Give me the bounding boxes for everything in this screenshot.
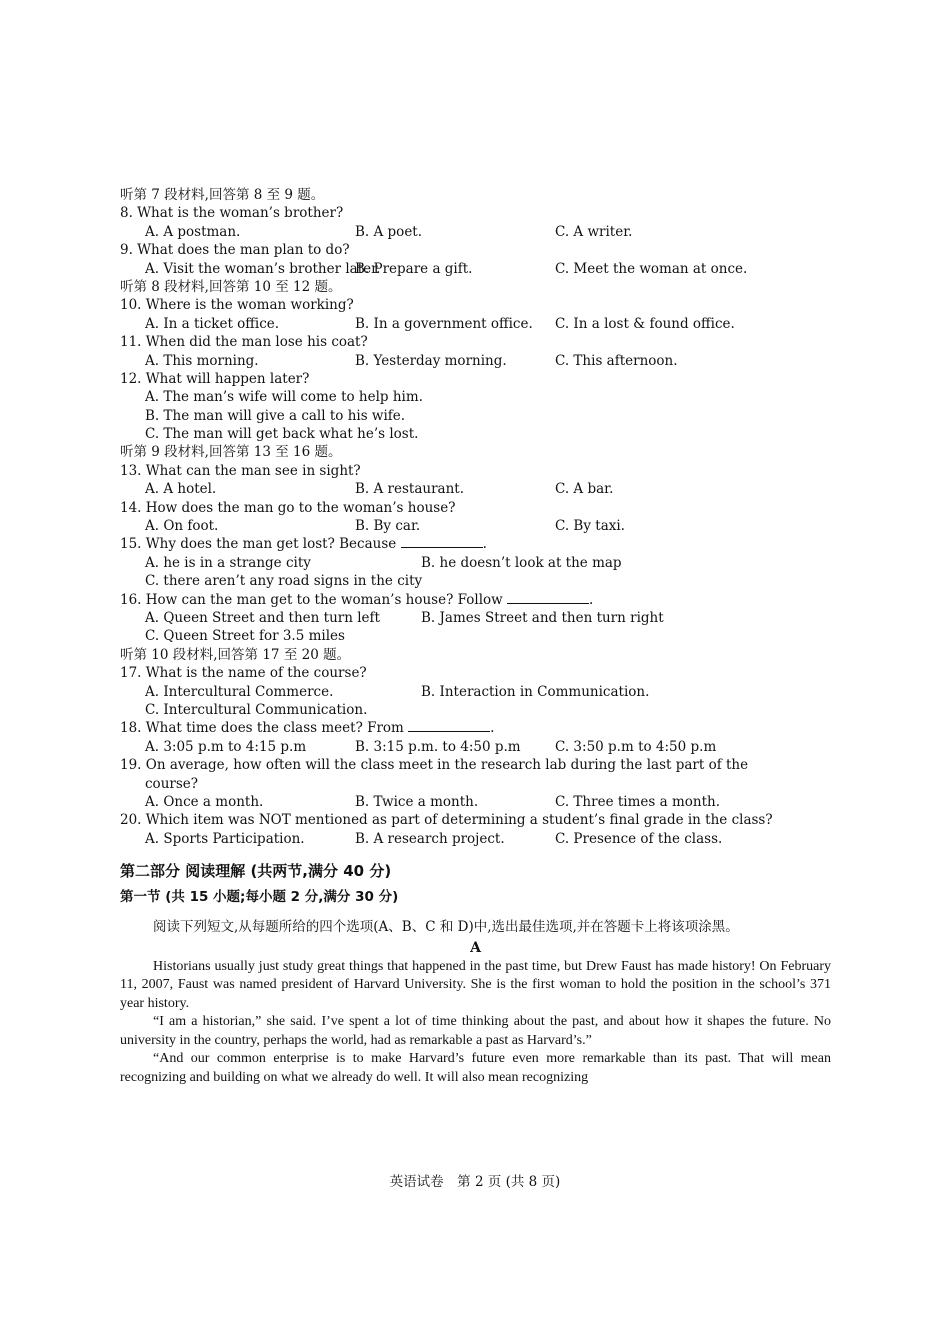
page-footer: 英语试卷 第 2 页 (共 8 页) — [389, 1174, 561, 1190]
answer-option: A. 3:05 p.m to 4:15 p.m — [145, 738, 307, 755]
question-stem — [120, 204, 831, 222]
answer-option: A. Once a month. — [145, 793, 264, 810]
answer-option: B. Twice a month. — [355, 793, 479, 810]
answer-option: A. Visit the woman’s brother later. — [145, 260, 381, 277]
answer-option: C. A bar. — [555, 481, 614, 498]
answer-blank — [507, 591, 589, 604]
options-row — [120, 793, 831, 811]
options-row — [120, 683, 831, 701]
answer-option: B. By car. — [355, 518, 421, 535]
options-row — [120, 609, 831, 627]
options-row — [120, 352, 831, 370]
answer-option: C. Intercultural Communication. — [145, 701, 368, 718]
answer-option: A. Sports Participation. — [145, 830, 305, 847]
question-stem: 16. How can the man get to the woman’s house? Follow . — [120, 591, 594, 608]
answer-option: B. Prepare a gift. — [355, 260, 473, 277]
question-text: 19. On average, how often will the class meet in the research lab during the last part of the — [120, 757, 749, 774]
options-row — [120, 223, 831, 241]
answer-option: A. Intercultural Commerce. — [145, 683, 334, 700]
answer-option: A. The man’s wife will come to help him. — [145, 389, 423, 406]
question-stem — [120, 333, 831, 351]
options-row — [120, 260, 831, 278]
section-header: 听第 8 段材料,回答第 10 至 12 题。 — [120, 278, 342, 295]
answer-option: C. Meet the woman at once. — [555, 260, 748, 277]
options-row — [120, 627, 831, 645]
section-header: 听第 7 段材料,回答第 8 至 9 题。 — [120, 187, 325, 203]
answer-option: B. Interaction in Communication. — [421, 683, 650, 700]
answer-option: C. In a lost & found office. — [555, 315, 735, 332]
question-text-continued: course? — [145, 775, 198, 792]
question-stem — [120, 756, 831, 774]
answer-option: B. Yesterday morning. — [355, 352, 507, 369]
answer-option: B. In a government office. — [355, 315, 533, 332]
question-stem — [120, 664, 831, 682]
answer-option: A. Queen Street and then turn left — [145, 609, 380, 626]
answer-blank — [408, 719, 490, 732]
answer-blank — [401, 535, 483, 548]
answer-option: B. A poet. — [355, 223, 423, 240]
answer-option: C. This afternoon. — [555, 352, 678, 369]
listening-section — [120, 186, 831, 848]
reading-instruction: 阅读下列短文,从每题所给的四个选项(A、B、C 和 D)中,选出最佳选项,并在答题卡上将该项涂黑。 — [153, 919, 739, 936]
answer-option: A. On foot. — [145, 518, 219, 535]
answer-option: B. A restaurant. — [355, 481, 464, 498]
options-row — [120, 517, 831, 535]
question-text: 11. When did the man lose his coat? — [120, 334, 368, 351]
part-two-title: 第二部分 阅读理解 (共两节,满分 40 分) — [120, 862, 392, 881]
question-text: 17. What is the name of the course? — [120, 665, 367, 682]
answer-option: A. This morning. — [145, 352, 259, 369]
question-text: 9. What does the man plan to do? — [120, 242, 350, 259]
question-text: 16. How can the man get to the woman’s house? Follow — [120, 591, 503, 608]
options-row — [120, 480, 831, 498]
question-text: 20. Which item was NOT mentioned as part of determining a student’s final grade in the class? — [120, 812, 773, 829]
passage-paragraph: “I am a historian,” she said. I’ve spent a lot of time thinking about the past, and about how it shapes the future. No university in the country, perhaps the world, had as remarkable a past as Harvard’s.” — [120, 1014, 831, 1048]
answer-option: C. Three times a month. — [555, 793, 720, 810]
question-text: 13. What can the man see in sight? — [120, 462, 361, 479]
section-header: 听第 9 段材料,回答第 13 至 16 题。 — [120, 444, 342, 461]
question-text: 15. Why does the man get lost? Because — [120, 536, 397, 553]
answer-option: A. A postman. — [145, 223, 241, 240]
options-row — [120, 738, 831, 756]
answer-option: A. A hotel. — [145, 481, 217, 498]
question-stem: 18. What time does the class meet? From . — [120, 720, 495, 737]
answer-option: C. By taxi. — [555, 518, 625, 535]
answer-option: C. 3:50 p.m to 4:50 p.m — [555, 738, 717, 755]
question-stem — [120, 811, 831, 829]
question-text: 14. How does the man go to the woman’s house? — [120, 499, 456, 516]
answer-option: C. The man will get back what he’s lost. — [145, 426, 419, 443]
exam-page — [120, 186, 831, 1087]
question-text: 18. What time does the class meet? From — [120, 720, 404, 737]
question-text: 10. Where is the woman working? — [120, 297, 354, 314]
answer-option: B. 3:15 p.m. to 4:50 p.m — [355, 738, 521, 755]
answer-option: C. Presence of the class. — [555, 830, 723, 847]
answer-option: B. James Street and then turn right — [421, 609, 664, 626]
answer-option: B. The man will give a call to his wife. — [145, 407, 406, 424]
options-row — [120, 701, 831, 719]
answer-option: C. A writer. — [555, 223, 633, 240]
options-row — [120, 315, 831, 333]
options-row — [120, 572, 831, 590]
passage-paragraph: “And our common enterprise is to make Harvard’s future even more remarkable than its past. That will mean recognizing and building on what we already do well. It will also mean recognizing — [120, 1051, 831, 1085]
question-text: 8. What is the woman’s brother? — [120, 205, 344, 222]
question-stem — [120, 296, 831, 314]
question-stem — [120, 241, 831, 259]
section-header: 听第 10 段材料,回答第 17 至 20 题。 — [120, 646, 351, 663]
question-stem: 15. Why does the man get lost? Because . — [120, 536, 487, 553]
section-one-title: 第一节 (共 15 小题;每小题 2 分,满分 30 分) — [120, 889, 399, 906]
answer-option: A. In a ticket office. — [145, 315, 280, 332]
question-stem — [120, 462, 831, 480]
passage-title: A — [470, 940, 481, 957]
question-stem — [120, 370, 831, 388]
answer-option: A. he is in a strange city — [145, 554, 311, 571]
options-row — [120, 830, 831, 848]
question-stem — [120, 499, 831, 517]
passage-paragraph: Historians usually just study great things that happened in the past time, but Drew Faust has made history! On February 11, 2007, Faust was named president of Harvard University. She is the first woman to hold the position in the school’s 371 year history. — [120, 959, 831, 1011]
question-text: 12. What will happen later? — [120, 370, 310, 387]
answer-option: C. Queen Street for 3.5 miles — [145, 628, 345, 645]
answer-option: B. he doesn’t look at the map — [421, 554, 622, 571]
answer-option: C. there aren’t any road signs in the city — [145, 573, 423, 590]
options-row — [120, 554, 831, 572]
answer-option: B. A research project. — [355, 830, 505, 847]
